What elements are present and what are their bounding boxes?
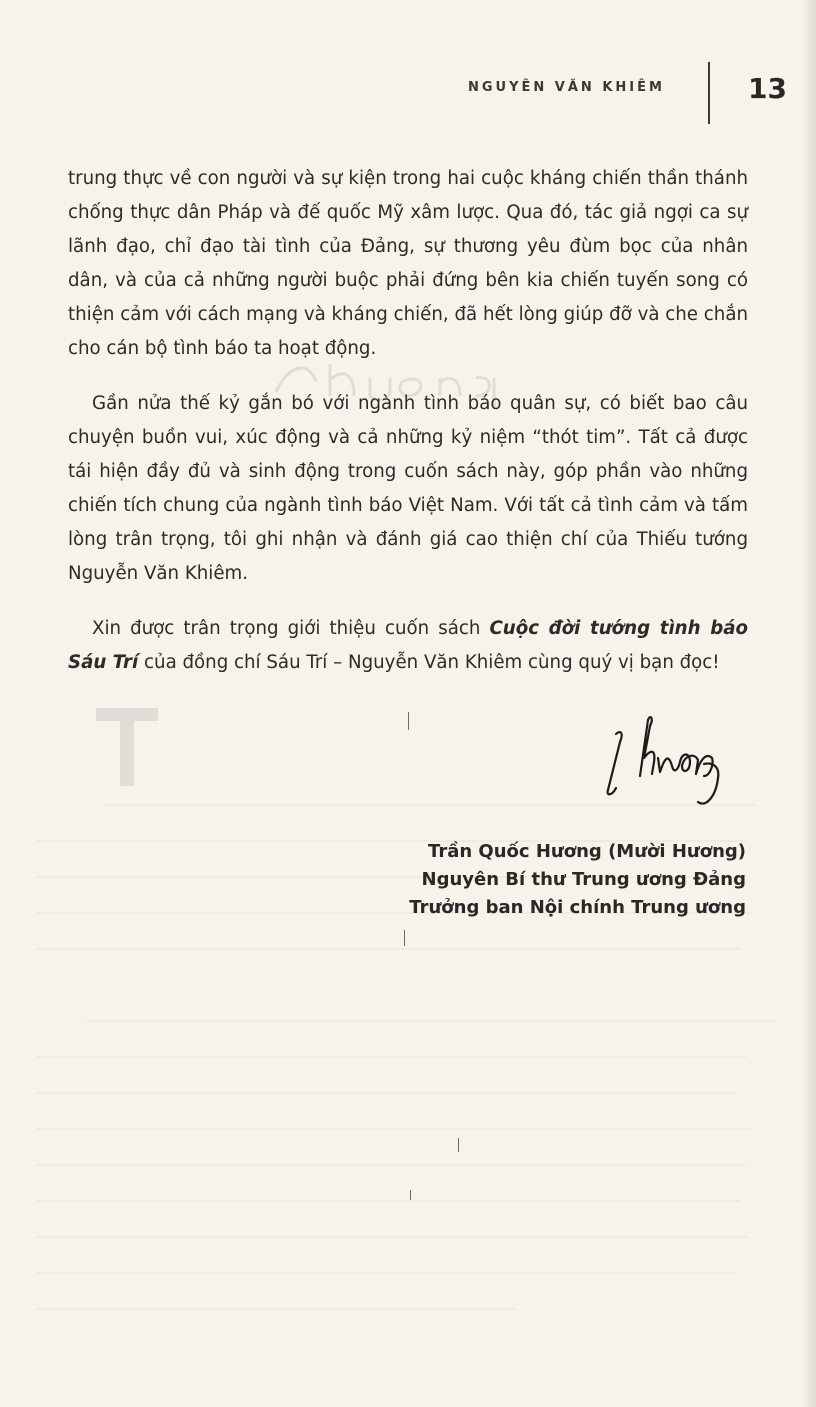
signatory-name: Trần Quốc Hương (Mười Hương) bbox=[428, 841, 746, 862]
scan-mark bbox=[458, 1138, 459, 1152]
bleed-drop-cap-shape bbox=[92, 702, 162, 810]
page-edge-shadow bbox=[802, 0, 816, 1407]
paragraph-1: trung thực về con người và sự kiện trong hai cuộc kháng chiến thần thánh chống thực dân Pháp và đế quốc Mỹ xâm lược. Qua đó, tác giả ngợi ca sự lãnh đạo, chỉ đạo tài tình của Đảng, sự thương yêu đùm bọc của nhân dân, và của cả những người buộc phải đứng bên kia chiến tuyến song có thiện cảm với cách mạng và kháng chiến, đã hết lòng giúp đỡ và che chắn cho cán bộ tình báo ta hoạt động. bbox=[68, 168, 748, 359]
paragraph-3-start: Xin được trân trọng giới thiệu cuốn sách bbox=[92, 618, 490, 639]
paragraph-2: Gần nửa thế kỷ gắn bó với ngành tình báo quân sự, có biết bao câu chuyện buồn vui, xúc động và cả những kỷ niệm “thót tim”. Tất cả được tái hiện đầy đủ và sinh động trong cuốn sách này, góp phần vào những chiến tích chung của ngành tình báo Việt Nam. Với tất cả tình cảm và tấm lòng trân trọng, tôi ghi nhận và đánh giá cao thiện chí của Thiếu tướng Nguyễn Văn Khiêm. bbox=[68, 393, 748, 584]
book-title: Cuộc đời tướng tình báo Sáu Trí bbox=[68, 618, 748, 673]
page-number: 13 bbox=[748, 72, 787, 105]
scan-mark bbox=[404, 930, 405, 946]
signatory-title-1: Nguyên Bí thư Trung ương Đảng bbox=[421, 869, 746, 890]
body-text bbox=[68, 162, 748, 701]
signatory-title-2: Trưởng ban Nội chính Trung ương bbox=[409, 897, 746, 918]
signatory-block bbox=[409, 838, 746, 922]
paragraph-3-end: của đồng chí Sáu Trí – Nguyễn Văn Khiêm cùng quý vị bạn đọc! bbox=[138, 652, 720, 673]
header-divider bbox=[708, 62, 710, 124]
scan-mark bbox=[410, 1190, 411, 1200]
scan-mark bbox=[408, 712, 409, 730]
paragraph-3 bbox=[68, 612, 748, 680]
handwritten-signature bbox=[594, 712, 744, 812]
running-header-author: NGUYÊN VĂN KHIÊM bbox=[468, 80, 665, 95]
